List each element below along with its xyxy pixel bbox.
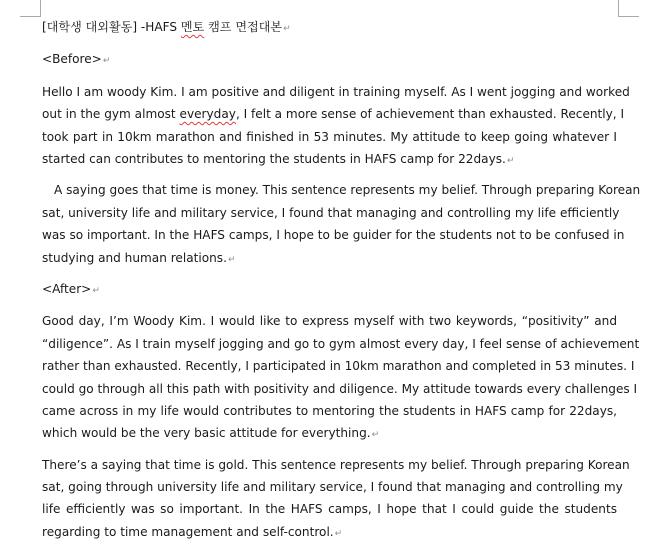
paragraph-mark-icon: ↵ [334,528,343,539]
text-line-content: studying and human relations. [42,250,227,265]
text-line: was so important. In the HAFS camps, I hope to be guider for the students not to be confused in [42,228,625,243]
section-heading-text: <Before> [42,52,102,67]
paragraph-mark-icon: ↵ [92,285,100,296]
text-line: “diligence”. As I train myself jogging and go to gym almost every day, I feel sense of achievement [42,336,640,351]
paragraph-before-1 [42,81,630,171]
text-line: could go through all this path with positivity and diligence. My attitude towards every challenges I [42,381,638,396]
paragraph-before-2 [42,179,641,269]
paragraph-mark-icon: ↵ [102,56,111,67]
text-line [42,422,617,444]
text-line: Hello I am woody Kim. I am positive and diligent in training myself. As I went jogging and worked [42,84,630,99]
text-line-content: regarding to time management and self-control. [42,524,334,539]
document-body[interactable] [42,16,641,552]
paragraph-mark-icon: ↵ [227,254,236,265]
text-line: life efficiently was so important. In the HAFS camps, I hope that I could guide the students [42,502,617,517]
text-line [42,103,625,125]
paragraph-mark-icon: ↵ [283,24,291,34]
text-line [42,247,617,269]
text-line: came across in my life would contributes to mentoring the students in HAFS camp for 22days, [42,403,617,418]
text-line: sat, university life and military service, I found that managing and controlling my life efficiently [42,205,620,220]
paragraph-mark-icon: ↵ [506,155,515,166]
text-line-pre: out in the gym almost [42,107,180,122]
paragraph-after-2 [42,454,630,544]
text-line: took part in 10km marathon and finished in 53 minutes. My attitude to keep going whatever I [42,129,617,144]
crop-mark-top-right [618,0,639,17]
text-line-content: started can contributes to mentoring the students in HAFS camp for 22days. [42,151,506,166]
crop-mark-top-left [20,0,41,17]
paragraph-after-1 [42,310,640,444]
title-text-pre: [대학생 대외활동] -HAFS [42,20,181,34]
misspelled-word[interactable]: everyday [179,107,236,122]
title-misspelled-word[interactable]: 멘토 [180,20,205,34]
section-heading-after [42,278,617,302]
text-line: rather than exhausted. Recently, I participated in 10km marathon and completed in 53 minutes. I [42,359,635,374]
text-line: A saying goes that time is money. This sentence represents my belief. Through preparing Korean [54,183,641,198]
text-line: There’s a saying that time is gold. This sentence represents my belief. Through preparing Korean [42,457,630,472]
text-line [42,148,617,170]
section-heading-before [42,48,617,72]
paragraph-mark-icon: ↵ [371,430,380,441]
text-line [42,521,617,543]
section-heading-text: <After> [42,281,92,296]
text-line-post: , I felt a more sense of achievement than exhausted. Recently, I [235,107,625,122]
text-line-content: which would be the very basic attitude for everything. [42,426,371,441]
title-text-post: 캠프 면접대본 [204,20,283,34]
document-title [42,16,617,40]
text-line: Good day, I’m Woody Kim. I would like to express myself with two keywords, “positivity” and [42,314,617,329]
text-line: sat, going through university life and military service, I found that managing and controlling my [42,480,623,495]
